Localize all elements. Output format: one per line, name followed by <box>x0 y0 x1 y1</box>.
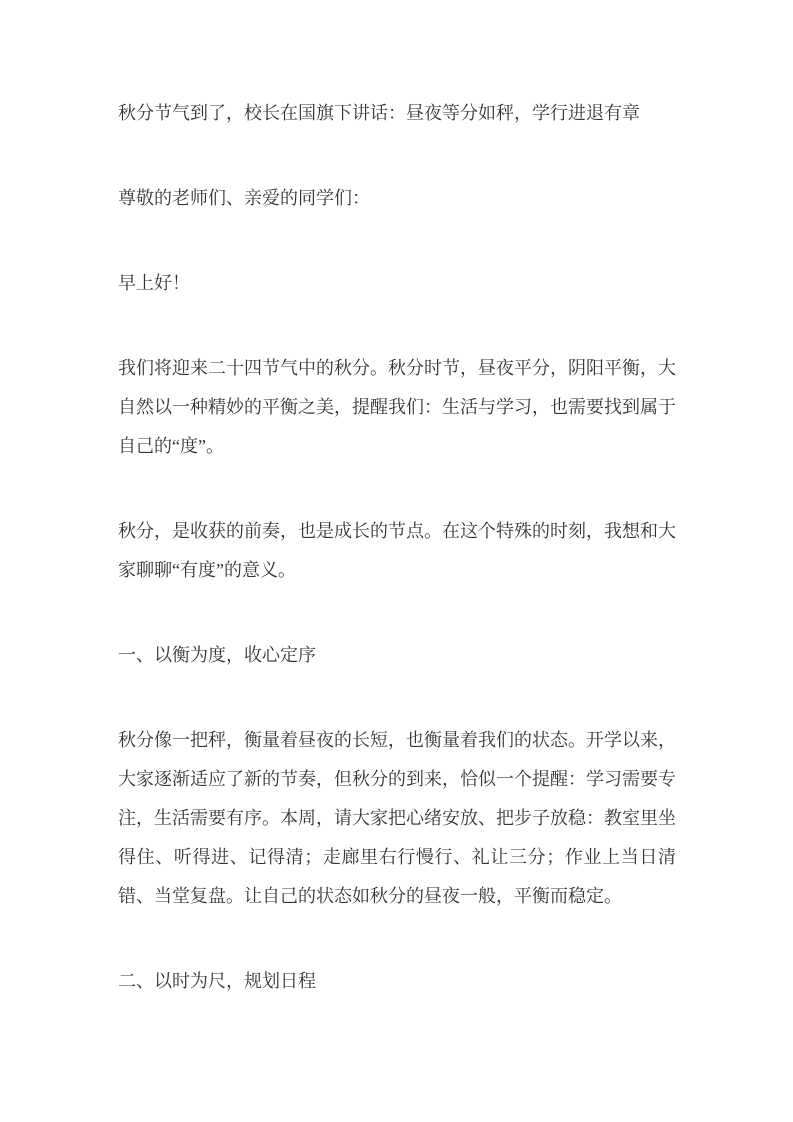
paragraph: 我们将迎来二十四节气中的秋分。秋分时节，昼夜平分，阴阳平衡，大自然以一种精妙的平衡之美，提醒我们：生活与学习，也需要找到属于自己的“度”。 <box>118 358 676 456</box>
document-body <box>118 179 676 1001</box>
paragraph: 秋分像一把秤，衡量着昼夜的长短，也衡量着我们的状态。开学以来，大家逐渐适应了新的节奏，但秋分的到来，恰似一个提醒：学习需要专注，生活需要有序。本周，请大家把心绪安放、把步子放稳：教室里坐得住、听得进、记得清；走廊里右行慢行、礼让三分；作业上当日清错、当堂复盘。让自己的状态如秋分的昼夜一般，平衡而稳定。 <box>118 730 676 906</box>
paragraph: 尊敬的老师们、亲爱的同学们： <box>118 188 370 208</box>
paragraph: 早上好！ <box>118 273 190 293</box>
paragraph: 二、以时为尺，规划日程 <box>118 971 316 991</box>
paragraph: 一、以衡为度，收心定序 <box>118 645 316 665</box>
paragraph: 秋分，是收获的前奏，也是成长的节点。在这个特殊的时刻，我想和大家聊聊“有度”的意义。 <box>118 521 676 580</box>
document-title: 秋分节气到了，校长在国旗下讲话：昼夜等分如秤，学行进退有章 <box>118 103 640 123</box>
